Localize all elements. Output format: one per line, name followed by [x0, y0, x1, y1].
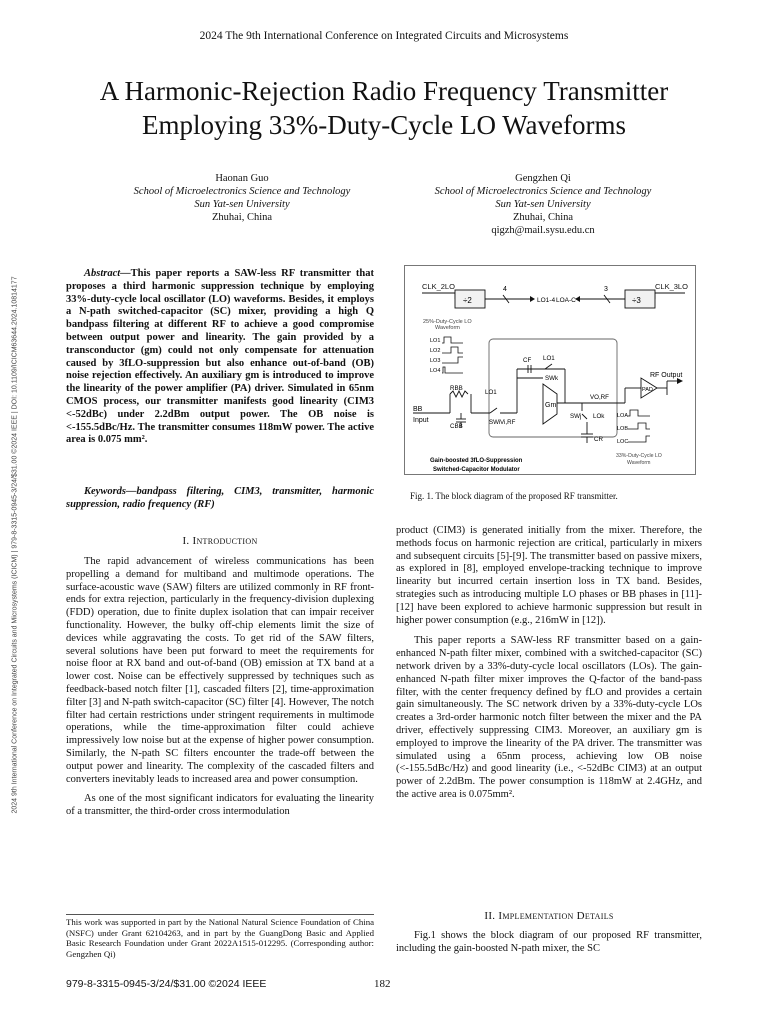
doi-sidebar: 2024 9th International Conference on Integrated Circuits and Microsystems (ICICM) | 979-8-3315-0945-3/24/$31.00 ©2024 IEEE | DOI: 10.1109/ICICM63644.2024.10814177 [11, 276, 19, 814]
keywords: Keywords—bandpass filtering, CIM3, transmitter, harmonic suppression, radio frequency (RF) [66, 486, 374, 510]
wave-lo4-label: LO4 [430, 368, 441, 374]
rf-output-label: RF Output [650, 372, 683, 379]
swi-label: SWi [489, 419, 501, 426]
duty33-note-1: 33%-Duty-Cycle LO [616, 453, 662, 459]
lo1-mixer-label: LO1 [485, 389, 497, 396]
footnote: This work was supported in part by the National Natural Science Foundation of China (NSFC) under Grant 62104263, and in part by the GuangDong Basic and Applied Basic Research Foundation under Grant 2022A1515-012295. (Corresponding author: Gengzhen Qi) [66, 914, 374, 959]
loac-label: LOA-C [556, 297, 576, 304]
clk-2lo-label: CLK_2LO [422, 282, 455, 291]
right-column-body [396, 525, 702, 802]
vo-rf-label: VO,RF [590, 394, 609, 401]
input-label: Input [413, 417, 429, 424]
figure-1 [404, 265, 696, 475]
lok-label: LOk [593, 413, 605, 420]
wave-lob-label: LOB [617, 426, 629, 432]
wave-lo2-label: LO2 [430, 348, 441, 354]
copyright-footer: 979-8-3315-0945-3/24/$31.00 ©2024 IEEE [66, 978, 267, 990]
wave-lo3-label: LO3 [430, 358, 441, 364]
bus3-label: 3 [604, 286, 608, 293]
impl-paragraph-1: Fig.1 shows the block diagram of our proposed RF transmitter, including the gain-boosted N-path mixer, the SC [396, 930, 702, 954]
abstract: Abstract—This paper reports a SAW-less RF transmitter that proposes a third harmonic suppression technique by employing 33%-duty-cycle local oscillator (LO) waveforms. Besides, it employs a N-path switched-capacitor (SC) mixer, providing a high Q bandpass filtering at different RF to achieve a good compromise between output power and linearity. The gain provided by a transconductor (gm) could not only compensate for attenuation caused by 3fLO-suppression but also enhance out-of-band (OB) noise rejection effectively. An auxiliary gm is introduced to improve the linearity of the power amplifier (PA) driver. Simulated in 65nm CMOS process, our transmitter manifests good linearity (CIM3 <-52dBc) under 2.2dBm output power. The OB noise is <-155.5dBc/Hz. The transmitter consumes 118mW power. The active area is 0.075 mm². [66, 268, 374, 446]
abstract-text: This paper reports a SAW-less RF transmitter that proposes a third harmonic suppression technique by employing 33%-duty-cycle local oscillator (LO) waveforms. Besides, it employs a N-path switched-capacitor (SC) mixer, providing a high Q bandpass filtering at different RF to achieve a good compromise between output power and linearity. The gain provided by a transconductor (gm) could not only compensate for attenuation caused by 3fLO-suppression but also enhance out-of-band (OB) noise rejection effectively. An auxiliary gm is introduced to improve the linearity of the power amplifier (PA) driver. Simulated in 65nm CMOS process, our transmitter manifests good linearity (CIM3 <-52dBc) under 2.2dBm output power. The OB noise is <-155.5dBc/Hz. The transmitter consumes 118mW power. The active area is 0.075 mm². [66, 268, 374, 446]
duty25-note-2: Waveform [435, 325, 460, 331]
intro-paragraph-1: The rapid advancement of wireless communications has been propelling a demand for multiband and multimode operations. The surface-acoustic wave (SAW) filters are utilized commonly in RF front-ends for extra rejection, particularly in the frequency-division duplexing (FDD) operation, due to finite duplex isolation that can impair receiver functionality. However, the bulky off-chip elements limit the size of devices while aggravating the costs. To get rid of the SAW filters, several solutions have been put forward to meet the requirements for noise floor at RX band and out-of-band (OB) emission at TX band at a lower cost. Noise can be effectively suppressed by techniques such as feedback-based notch filter [1], cascaded filters [2], time-approximation filter [3] and N-path switch-capacitor (SC) filter [4]. However, The notch filter had certain restrictions under stringent requirements in multimode operations, while the time-approximation filter could achieve impressively low noise but at the expense of higher power consumption. Similarly, the N-path SC filters encounter the trade-off between the output power and linearity. The complexity of the cascaded filters and converters inevitably leads to increased area and power consumption. [66, 556, 374, 785]
modulator-title-1: Gain-boosted 3fLO-Suppression [430, 458, 523, 464]
intro-paragraph-2: As one of the most significant indicators for evaluating the linearity of a transmitter, the third-order cross intermodulation [66, 793, 374, 818]
lo-25-waveforms [442, 337, 463, 373]
right-paragraph-2: This paper reports a SAW-less RF transmitter based on a gain-enhanced N-path filter mixer, combined with a switched-capacitor (SC) network driven by a 33%-duty-cycle local oscillators (LOs). The gain-enhanced N-path filter mixer improves the Q-factor of the band-pass filter, with the center frequency defined by fLO and provides a certain gain simultaneously. The SC network driven by a 33%-duty-cycle LOs creates a 3rd-order harmonic notch filter between the mixer and the PA driver, effectively suppressing CIM3. Moreover, an auxiliary gm is employed to improve the linearity of the PA driver. The transmitter was simulated using a 65nm process, achieving low OB noise (<-155.5dBc/Hz) and good linearity (i.e., <-52dBc CIM3) at an output power of 2.2dBm. The power consumption is 118mW at 2.4GHz, and the active area is 0.075mm². [396, 635, 702, 800]
author-2-school: School of Microelectronics Science and Technology [434, 186, 652, 197]
pad-block: PAD [642, 387, 653, 393]
author-2 [393, 172, 693, 237]
author-1 [92, 172, 392, 224]
right-paragraph-1: product (CIM3) is generated initially from the mixer. Therefore, the methods focus on harmonic rejection are critical, particularly in mixers and subsequent circuits [5]-[9]. The transmitter based on passive mixers, as explored in [8], employed envelope-tracking technique to improve linearity but incurred certain insertion loss in TX band. Besides, strategies such as introducing multiple LO phases or BB phases in [11]-[12] have been explored to achieve harmonic suppression but result in higher power consumption (e.g., 216mW in [12]). [396, 525, 702, 626]
duty25-note-1: 25%-Duty-Cycle LO [423, 319, 472, 325]
keywords-text: bandpass filtering, CIM3, transmitter, harmonic suppression, radio frequency (RF) [66, 486, 374, 510]
conference-header: 2024 The 9th International Conference on Integrated Circuits and Microsystems [199, 30, 569, 42]
title-line-1: A Harmonic-Rejection Radio Frequency Transmitter [99, 76, 669, 106]
wave-loa-label: LOA [617, 413, 629, 419]
section-1-title: I. Introduction [182, 535, 258, 547]
author-2-email[interactable]: qigzh@mail.sysu.edu.cn [491, 225, 595, 236]
div2-icon: ÷2 [463, 296, 472, 305]
author-1-university: Sun Yat-sen University [194, 199, 290, 210]
lo1-feedback-label: LO1 [543, 355, 555, 362]
page-number: 182 [374, 978, 391, 990]
author-1-name: Haonan Guo [215, 173, 269, 184]
bb-label: BB [413, 406, 423, 413]
swk-label: SWk [545, 375, 559, 382]
clk-3lo-label: CLK_3LO [655, 282, 688, 291]
gm-block: Gm [545, 402, 557, 409]
duty33-note-2: Waveform [627, 460, 651, 466]
cr-label: CR [594, 436, 603, 443]
lo-33-waveforms [628, 410, 650, 442]
author-1-school: School of Microelectronics Science and Technology [133, 186, 351, 197]
bus4-label: 4 [503, 286, 507, 293]
wave-lo1-label: LO1 [430, 338, 441, 344]
cf-label: CF [523, 357, 532, 364]
author-2-name: Gengzhen Qi [515, 173, 571, 184]
vi-rf-label: Vi,RF [500, 419, 516, 426]
lo14-label: LO1-4 [537, 297, 556, 304]
block-diagram [405, 266, 695, 474]
section-2-body [396, 930, 702, 956]
paper-title [40, 74, 728, 142]
title-line-2: Employing 33%-Duty-Cycle LO Waveforms [142, 110, 626, 140]
lo14-arrow-icon [530, 296, 535, 302]
section-2-title: II. Implementation Details [484, 910, 614, 922]
figure-caption: Fig. 1. The block diagram of the proposed RF transmitter. [410, 491, 618, 501]
swj-label: SWj [570, 413, 582, 420]
author-1-city: Zhuhai, China [211, 212, 273, 223]
div3-icon: ÷3 [632, 296, 641, 305]
modulator-title-2: Switched-Capacitor Modulator [433, 467, 520, 473]
cbb-label: CBB [450, 423, 463, 430]
section-1-body [66, 556, 374, 819]
author-2-city: Zhuhai, China [512, 212, 574, 223]
wave-loc-label: LOC [617, 439, 629, 445]
keywords-label: Keywords [84, 486, 126, 497]
rbb-label: RBB [450, 385, 463, 392]
author-2-university: Sun Yat-sen University [495, 199, 591, 210]
abstract-label: Abstract [84, 268, 121, 279]
